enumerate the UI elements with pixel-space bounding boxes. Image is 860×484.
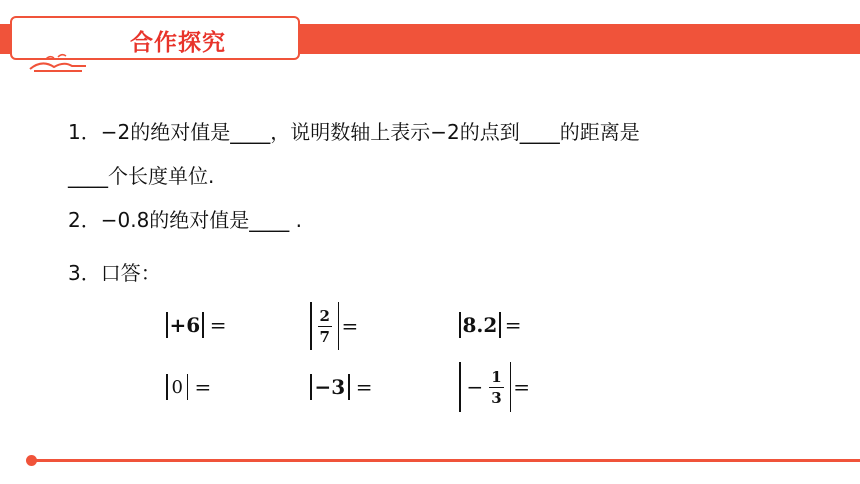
abs-bar-left <box>459 312 461 338</box>
abs-expression-plus-6 <box>166 312 226 338</box>
fraction <box>318 308 332 345</box>
question-1-line-2: ____个长度单位. <box>68 164 215 188</box>
abs-bar-right <box>510 362 512 412</box>
question-1-line-1: 1．−2的绝对值是____，说明数轴上表示−2的点到____的距离是 <box>68 120 640 144</box>
abs-value: +6 <box>169 313 201 337</box>
abs-expression-0 <box>166 374 211 400</box>
abs-expression-8-2 <box>459 312 522 338</box>
title-box <box>10 16 300 60</box>
fraction-denominator: 7 <box>319 327 330 346</box>
abs-bar-left <box>310 302 312 350</box>
equals-sign: = <box>194 375 212 399</box>
abs-bar-left <box>310 374 312 400</box>
question-2: 2．−0.8的绝对值是____ . <box>68 208 303 232</box>
landscape-icon <box>28 51 88 73</box>
question-3: 3．口答： <box>68 261 161 285</box>
abs-bar-right <box>499 312 501 338</box>
abs-bar-left <box>459 362 461 412</box>
fraction-numerator: 2 <box>319 306 330 325</box>
abs-bar-left <box>166 374 168 400</box>
equals-sign: = <box>341 314 359 338</box>
abs-bar-right <box>187 374 189 400</box>
abs-value: 8.2 <box>462 313 498 337</box>
abs-bar-right <box>348 374 350 400</box>
equals-sign: = <box>209 313 227 337</box>
fraction <box>489 369 503 406</box>
fraction-denominator: 3 <box>491 388 502 407</box>
footer-line <box>31 459 860 462</box>
equals-sign: = <box>355 375 373 399</box>
abs-value: −3 <box>314 375 346 399</box>
page-title: 合作探究 <box>130 30 226 56</box>
equals-sign: = <box>513 375 530 399</box>
fraction-numerator: 1 <box>491 367 502 386</box>
abs-expression-minus-one-third <box>459 362 530 412</box>
minus-sign: − <box>466 375 484 399</box>
abs-bar-right <box>338 302 340 350</box>
abs-value: 0 <box>171 376 183 398</box>
abs-expression-minus-3 <box>310 374 372 400</box>
abs-expression-two-sevenths <box>310 302 358 350</box>
equals-sign: = <box>504 313 522 337</box>
abs-bar-left <box>166 312 168 338</box>
abs-bar-right <box>202 312 204 338</box>
